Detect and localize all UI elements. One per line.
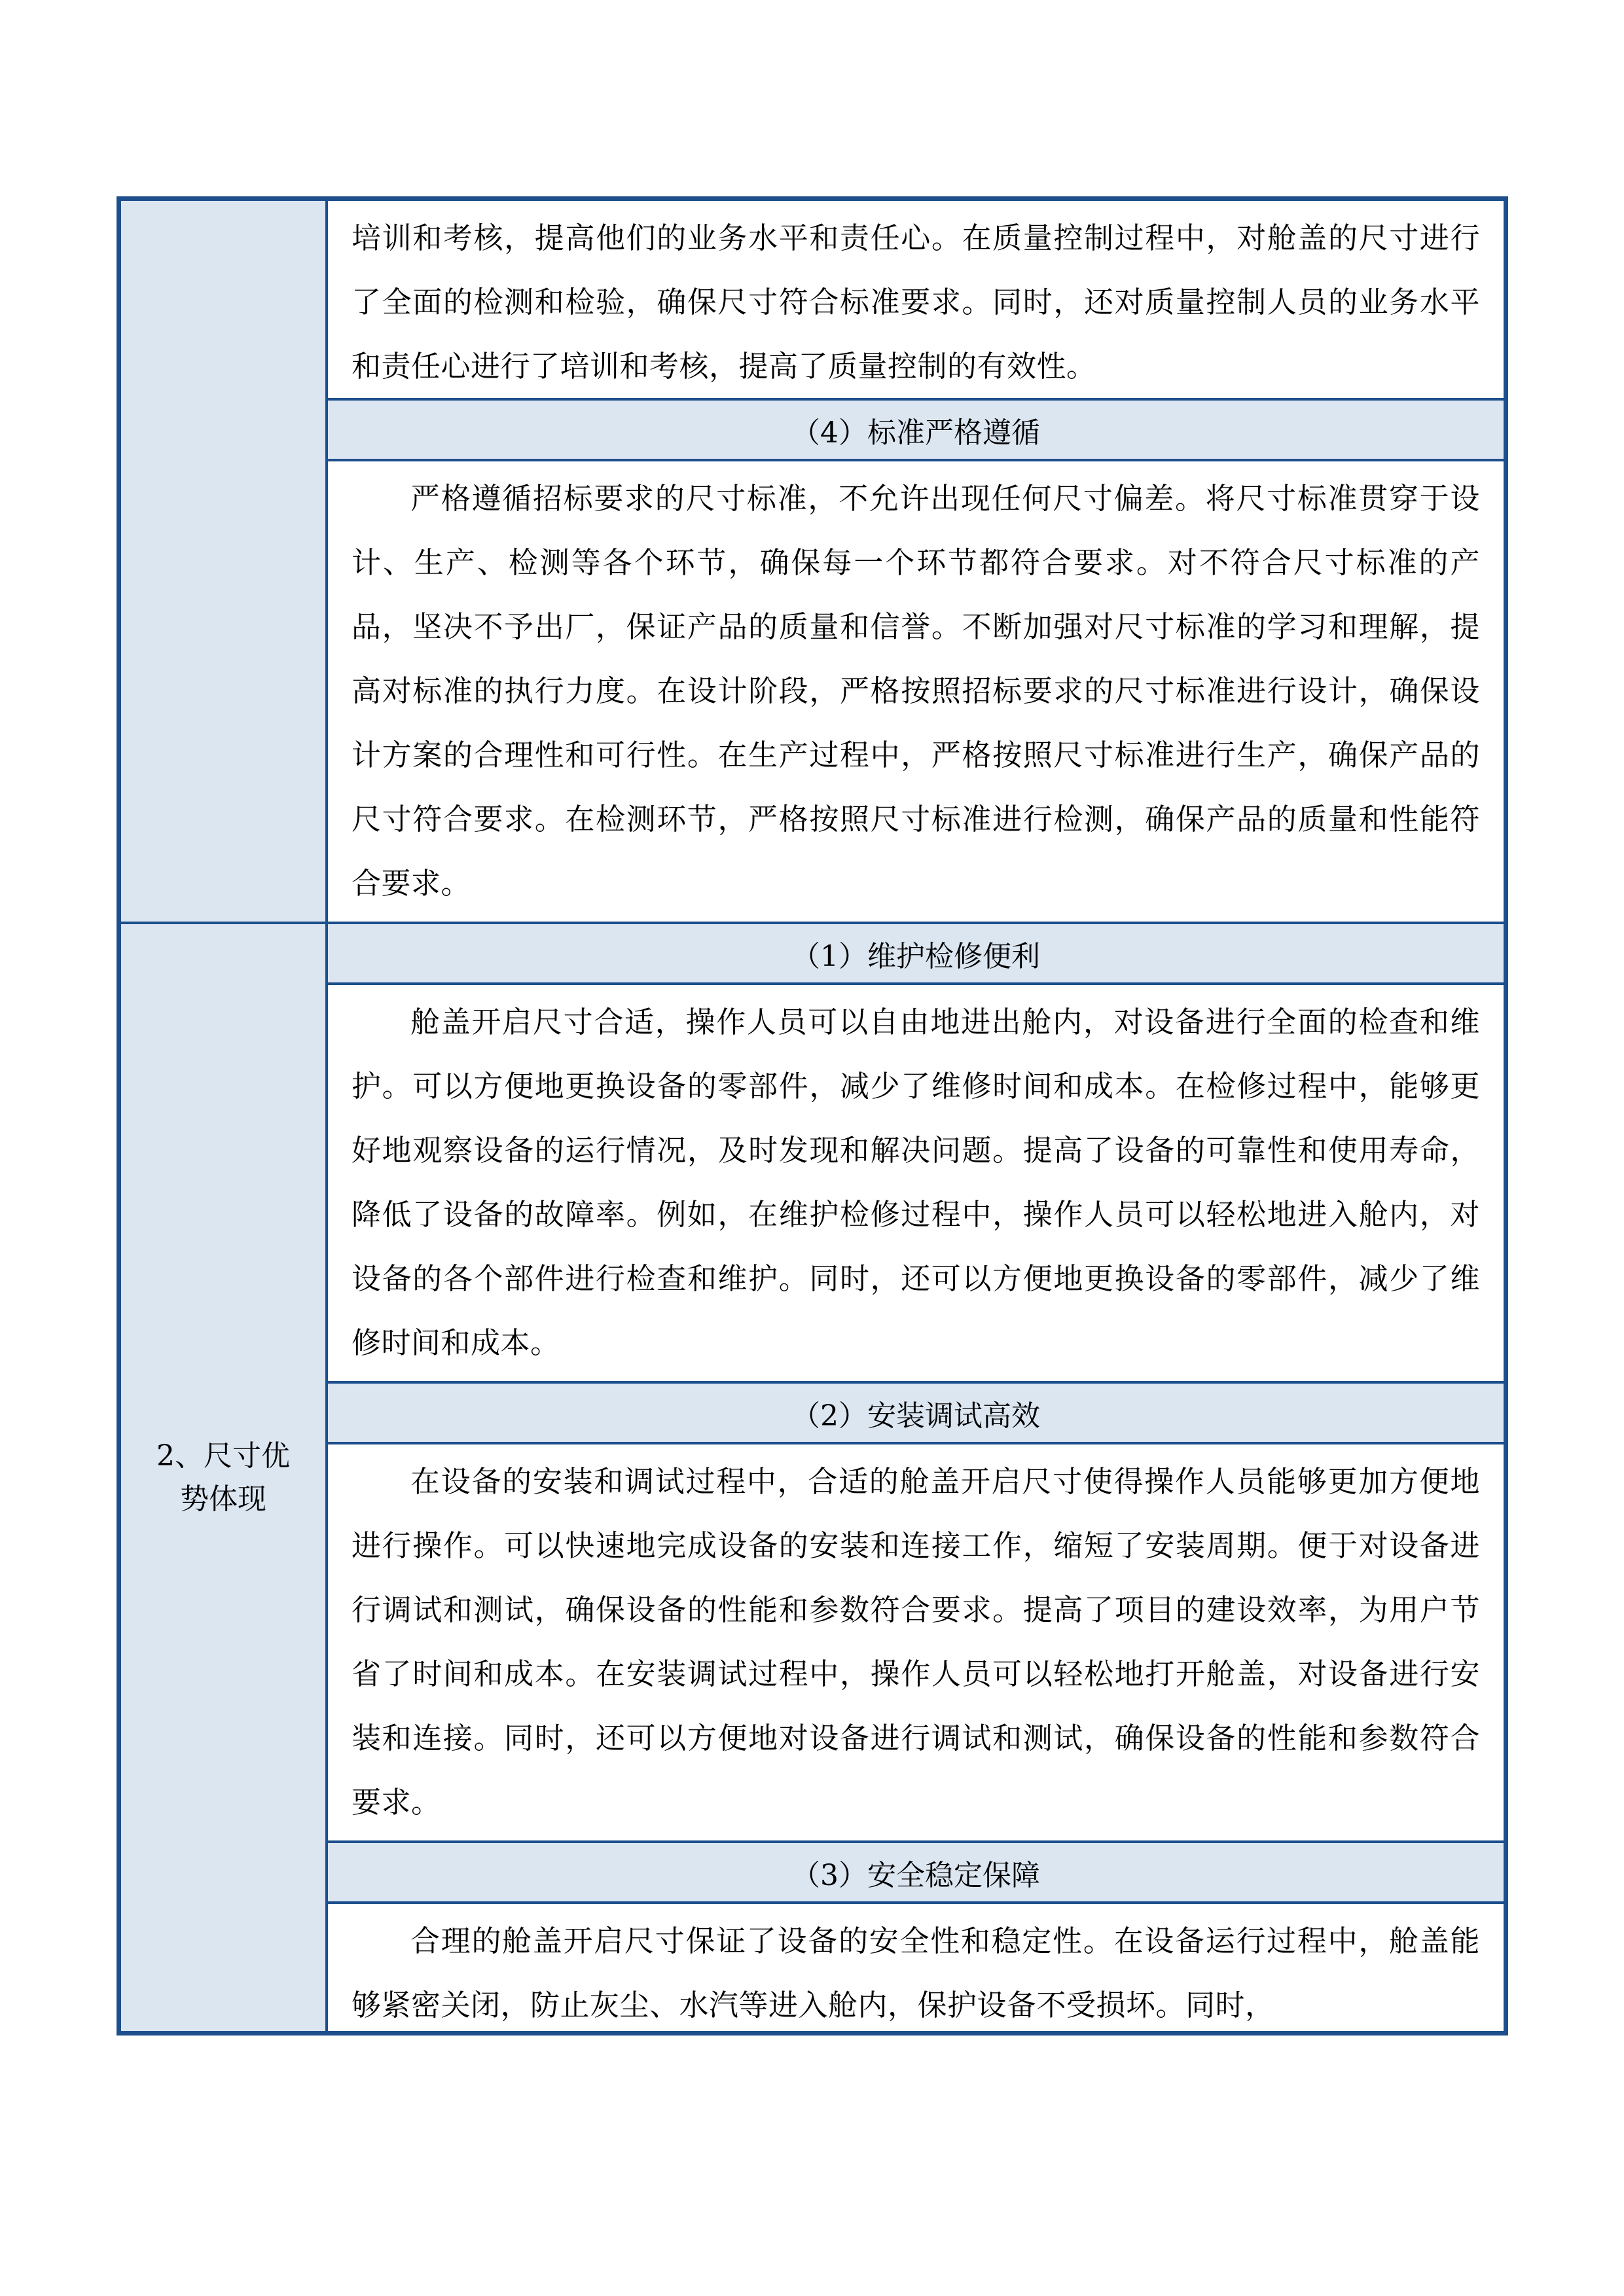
- section-heading-2: [328, 1384, 1504, 1444]
- paragraph-text: 培训和考核，提高他们的业务水平和责任心。在质量控制过程中，对舱盖的尺寸进行了全面的检测和检验，确保尺寸符合标准要求。同时，还对质量控制人员的业务水平和责任心进行了培训和考核，提高了质量控制的有效性。: [352, 221, 1480, 384]
- section-heading-3: [328, 1843, 1504, 1904]
- section-heading-text: （1）维护检修便利: [791, 939, 1040, 973]
- section-heading-4: [328, 401, 1504, 461]
- left-cell-continued: [121, 201, 325, 924]
- right-column: [328, 201, 1504, 2031]
- section-heading-1: [328, 924, 1504, 985]
- section-heading-text: （2）安装调试高效: [791, 1399, 1040, 1433]
- paragraph-text: 在设备的安装和调试过程中，合适的舱盖开启尺寸使得操作人员能够更加方便地进行操作。可以快速地完成设备的安装和连接工作，缩短了安装周期。便于对设备进行调试和测试，确保设备的性能和参数符合要求。提高了项目的建设效率，为用户节省了时间和成本。在安装调试过程中，操作人员可以轻松地打开舱盖，对设备进行安装和连接。同时，还可以方便地对设备进行调试和测试，确保设备的性能和参数符合要求。: [352, 1464, 1480, 1820]
- section-heading-text: （4）标准严格遵循: [791, 416, 1040, 450]
- paragraph-safety: [328, 1904, 1504, 2031]
- paragraph-standards: [328, 461, 1504, 924]
- paragraph-text: 舱盖开启尺寸合适，操作人员可以自由地进出舱内，对设备进行全面的检查和维护。可以方便地更换设备的零部件，减少了维修时间和成本。在检修过程中，能够更好地观察设备的运行情况，及时发现和解决问题。提高了设备的可靠性和使用寿命，降低了设备的故障率。例如，在维护检修过程中，操作人员可以轻松地进入舱内，对设备的各个部件进行检查和维护。同时，还可以方便地更换设备的零部件，减少了维修时间和成本。: [352, 1005, 1480, 1360]
- content-table: [117, 196, 1508, 2036]
- paragraph-training: [328, 201, 1504, 401]
- paragraph-text: 合理的舱盖开启尺寸保证了设备的安全性和稳定性。在设备运行过程中，舱盖能够紧密关闭，防止灰尘、水汽等进入舱内，保护设备不受损坏。同时，: [352, 1924, 1480, 2022]
- section-heading-text: （3）安全稳定保障: [791, 1858, 1040, 1892]
- left-cell-size-advantages: [121, 924, 325, 2031]
- paragraph-maintenance: [328, 985, 1504, 1384]
- left-column: [121, 201, 328, 2031]
- paragraph-text: 严格遵循招标要求的尺寸标准，不允许出现任何尺寸偏差。将尺寸标准贯穿于设计、生产、检测等各个环节，确保每一个环节都符合要求。对不符合尺寸标准的产品，坚决不予出厂，保证产品的质量和信誉。不断加强对尺寸标准的学习和理解，提高对标准的执行力度。在设计阶段，严格按照招标要求的尺寸标准进行设计，确保设计方案的合理性和可行性。在生产过程中，严格按照尺寸标准进行生产，确保产品的尺寸符合要求。在检测环节，严格按照尺寸标准进行检测，确保产品的质量和性能符合要求。: [352, 481, 1480, 901]
- left-cell-label: 2、尺寸优势体现: [156, 1439, 290, 1516]
- paragraph-installation: [328, 1444, 1504, 1843]
